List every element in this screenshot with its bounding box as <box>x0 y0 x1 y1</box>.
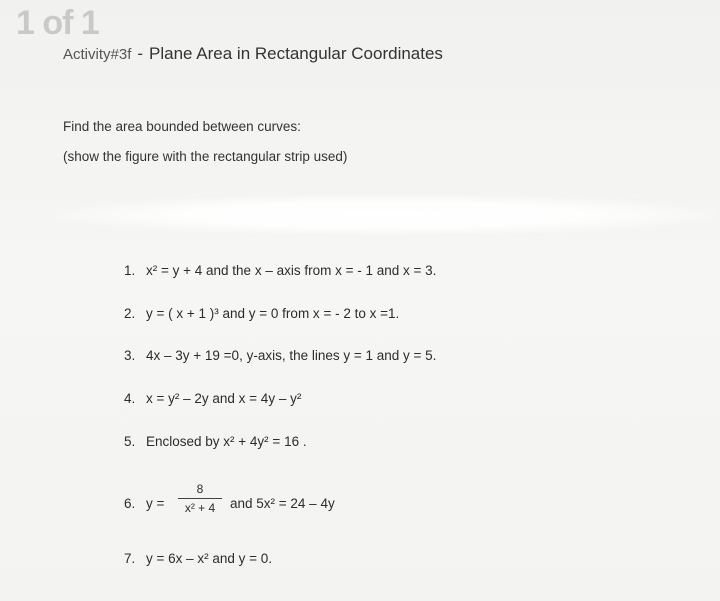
problem-text: x² = y + 4 and the x – axis from x = - 1 and x = 3. <box>146 263 437 278</box>
problem-item <box>124 434 307 449</box>
problem-text: 4x – 3y + 19 =0, y-axis, the lines y = 1 and y = 5. <box>146 348 437 363</box>
fraction-numerator: 8 <box>196 482 204 496</box>
problem-text: y = ( x + 1 )³ and y = 0 from x = - 2 to x =1. <box>146 306 400 321</box>
equation-lhs: y = <box>146 496 165 511</box>
problem-text: x = y² – 2y and x = 4y – y² <box>146 391 302 406</box>
problem-item <box>124 263 436 278</box>
problem-number: 7. <box>124 551 136 566</box>
fraction <box>178 482 222 515</box>
problem-item <box>124 551 272 566</box>
light-glare <box>55 195 715 235</box>
problem-number: 4. <box>124 391 136 406</box>
activity-title: Plane Area in Rectangular Coordinates <box>149 44 443 63</box>
instruction-line-1: Find the area bounded between curves: <box>63 119 301 134</box>
fraction-denominator: x² + 4 <box>184 501 216 515</box>
instruction-line-2: (show the figure with the rectangular strip used) <box>63 149 348 164</box>
header-separator: - <box>137 44 144 63</box>
problem-number: 6. <box>124 496 136 511</box>
problem-item <box>124 306 399 321</box>
problem-text: y = 6x – x² and y = 0. <box>146 551 273 566</box>
activity-label: Activity#3f <box>63 46 132 63</box>
activity-header <box>63 44 443 64</box>
problem-number: 5. <box>124 434 136 449</box>
problem-item <box>124 348 436 363</box>
problem-number: 3. <box>124 348 136 363</box>
equation-rhs: and 5x² = 24 – 4y <box>230 496 335 511</box>
fraction-bar <box>178 498 222 499</box>
page-counter: 1 of 1 <box>16 4 99 42</box>
problem-number: 1. <box>124 263 136 278</box>
problem-number: 2. <box>124 306 136 321</box>
problem-text: Enclosed by x² + 4y² = 16 . <box>146 434 307 449</box>
problem-item <box>124 391 301 406</box>
